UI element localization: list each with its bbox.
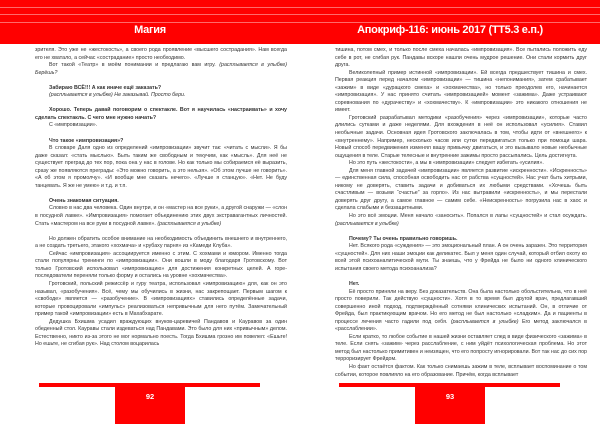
- text: Словно в нас два человека. Один внутри, и он «мастер на все руки», а другой снаружи — «слон в посудной лавке». «Импровизация» помогает объединению этих двух экстравагантных личностей. Стать «мастером на все руки в посудной лавке».: [35, 205, 287, 227]
- page-number: 92: [115, 387, 185, 424]
- question: Почему? Ты очень правильно говоришь.: [349, 235, 458, 242]
- paragraph: Но факт остаётся фактом. Как только снимаешь зажим в теле, всплывает воспоминание о том событии, которое повлияло на его образование. Причём, когда всплывает: [335, 363, 587, 378]
- paragraph: [335, 213, 587, 228]
- page-number: 93: [415, 387, 485, 424]
- answer: (расплывается в улыбке) Не заказывай. Просто бери.: [49, 92, 186, 99]
- section-title: Магия: [134, 24, 166, 36]
- stage-direction: (расплывается в улыбке): [157, 220, 222, 227]
- text: Но это всё эмоции. Меня начало «заносить». Попался в лапы «сущностей» и стал осуждать.: [349, 213, 587, 220]
- paragraph: Нет. Всякого рода «суждения» — это эмоциональный план. А он очень заразен. Это территория «сущностей». Для них наши эмоции как деликатес. Был у меня один случай, который отбил охоту ко всей этой психоаналитической мути. Ты знаешь, что у Фрейда не было ни одного клинического испытания своего метода психоанализа?: [335, 243, 587, 272]
- question: Что такое «импровизация»?: [49, 137, 124, 144]
- paragraph: Но должен обратить особое внимание на необходимость объединить внешнего и внутреннего, а не создать третьего, этакого «хохмача» и «рубаху парня» из «Камеди Клуба».: [35, 235, 287, 250]
- stage-direction: (расплывается в улыбке): [450, 318, 519, 325]
- paragraph: Для меня главной задачей «импровизации» является развитие «искренности». «Искренность» — единственная сила, способная освободить нас от рабства «сущностей». Нас учат быть хитрыми, никому не доверять, ставить задачи и добиваться их любыми средствами. «Хочешь быть счастливым — возьми “счастье” за горло». Из нас вытравили «искренность», и мы перестали доверять друг другу, а самое главное — самим себе. «Неискренность» погрузила нас в хаос и сделала слабыми и беззащитными.: [335, 167, 587, 212]
- paragraph: В словаре Даля одно из определений «импровизации» звучит так: «читать с мысли». Я бы даже сказал: «стать мыслью». Быть таким же свободным и текучим, как «мысль». Для неё не существует преград до тех пор, пока она у нас в голове. Но как только мы собираемся её выразить, сразу же появляются преграды: «Это можно говорить, а это нельзя». «Об этом лучше не говорить». «А об этом я промолчу». «И вообще мне сказать нечего». «Лучше я станцую». «Нет. Не буду танцевать. Я же не умею» и т.д. и т.п.: [35, 145, 287, 189]
- left-page-text: [35, 47, 287, 349]
- stage-direction: (расплывается в улыбке): [335, 220, 399, 227]
- paragraph: Если кратко, то любое событие в нашей жизни оставляет след в виде физического «зажима» в теле. Если снять «зажим» через расслабление, с ним уйдёт психологическая проблема. Но этот метод был настолько примитивен и неизящен, что его попросту игнорировали. Вот так нас до сих пор терроризирует Фрейдом.: [335, 333, 587, 363]
- paragraph: тишина, потом смех, и только после смеха началась «импровизация». Все пытались положить еду себе в рот, не сгибая рук. Пандавы вскоре нашли очень мудрое решение. Они стали кормить друг друга.: [335, 47, 587, 69]
- header-stripe: [0, 14, 600, 15]
- paragraph: зрителя. Это уже не «жестокость», а своего рода проявление «высшего сострадания». Нам всегда его не хватало, а сейчас «сострадание» просто необходимо.: [35, 47, 287, 61]
- header-stripe: [0, 7, 600, 8]
- header-stripe: [0, 22, 600, 23]
- paragraph: Великолепный пример истинной «импровизации». Ей всегда предшествует тишина и смех. Первая реакция перед началом «импровизации» — тишина «непонимания», затем срабатывает «зажим» в виде «дурацкого смеха» и «хохмачества», но только преодолев его, начинается «импровизация». У нас принято считать «импровизацией» момент «зажима». Даже устраивают соревнования по «дурачеству» и «хохмачеству». К «импровизации» это никакого отношения не имеет.: [335, 69, 587, 114]
- question: Нет.: [349, 280, 360, 287]
- paragraph: Гротовский разрабатывал методики «разобучения» через «импровизации», которые часто длились сутками и даже неделями. Для вхождения в неё он использовал «усилия». Ставил необычные задачи. Основная идея Гротовского заключалась в том, чтобы идти от «внешнего» к «внутреннему». Например, несколько часов или сутки передвигаться только при помощи шара. Новый способ передвижения изменял вашу привычку двигаться, и это вызывало новые необычные ощущения в теле. Старые телесные и внутренние зажимы просто рассыпались. Цель достигнута.: [335, 114, 587, 159]
- paragraph: [35, 205, 287, 228]
- paragraph: [35, 62, 287, 77]
- paragraph: Дедушка Бхишма усадил враждующих внуков-царевичей Пандавов и Кауравов за один обеденный стол. Кауравы стали издеваться над Пандавами. Это было для них «привычным» делом. Естественно, никто из-за этого не мог нормально поесть. Тогда Бхишма грозно им повелел: «Ешьте! Но ешьте, не сгибая рук». Над столом воцарилась: [35, 318, 287, 348]
- paragraph: Сейчас «импровизация» ассоциируется именно с этим. С хохмами и юмором. Именно тогда стали популярны тренинги по «импровизации». Они вошли в моду благодаря Гротовскому. Вот только Гротовский использовал «импровизацию» для достижения конкретных целей. А горе-последователи переняли только форму и остались на уровне «хохмачества».: [35, 250, 287, 280]
- stage-direction: (расплывается в улыбке) Берёшь?: [35, 62, 287, 76]
- right-page-text: [335, 47, 587, 379]
- paragraph: Гротовский, польский режиссёр и гуру театра, использовал «импровизацию» для, как он это называл, «разобучения». Всё, чему мы обучились в жизни, нас закрепощает. Первым шагом к «свободе» является — «разобучение». В «импровизациях» ставились определённые задачи, которые провоцировали «импульс» реализоваться непривычным для него путём. Замечательный пример такой «импровизации» есть в Махабхарате.: [35, 280, 287, 318]
- paragraph: [335, 289, 587, 334]
- issue-title: Апокриф-116: июнь 2017 (ТТ5.3 е.п.): [357, 24, 543, 36]
- question: Очень знакомая ситуация.: [49, 197, 119, 204]
- answer: С «импровизации».: [49, 122, 98, 129]
- question: Забираю ВСЁ!!! А как иначе ещё заказать?: [49, 84, 162, 91]
- paragraph: Но это путь «жестокости», а мы в «импровизации» следует избегать «усилия».: [349, 160, 544, 167]
- header-band: [0, 0, 600, 44]
- text: Её просто приняли на веру. Без доказательств. Она была настолько обольстительна, что в неё просто поверили. Так действую «сущности». Хотя в то время был другой врач, предлагавший совершенно иной подход, подтверждённый сотнями клинических испытаний. Он, в отличие от Фрейда, был практикующим врачом. Но его метод не был настолько «сладким». Да и пациенты в процессе лечения часто гадили под себя.: [335, 288, 587, 325]
- text: Его метод заключался в «расслаблении».: [335, 318, 587, 333]
- text: Вот такой «Театр» в моём понимании и предлагаю вам игру.: [49, 62, 216, 69]
- question: Хорошо. Теперь давай поговорим о спектакле. Вот я научилась «настраивать» и хочу сделать спектакль. С чего мне нужно начать?: [35, 107, 287, 121]
